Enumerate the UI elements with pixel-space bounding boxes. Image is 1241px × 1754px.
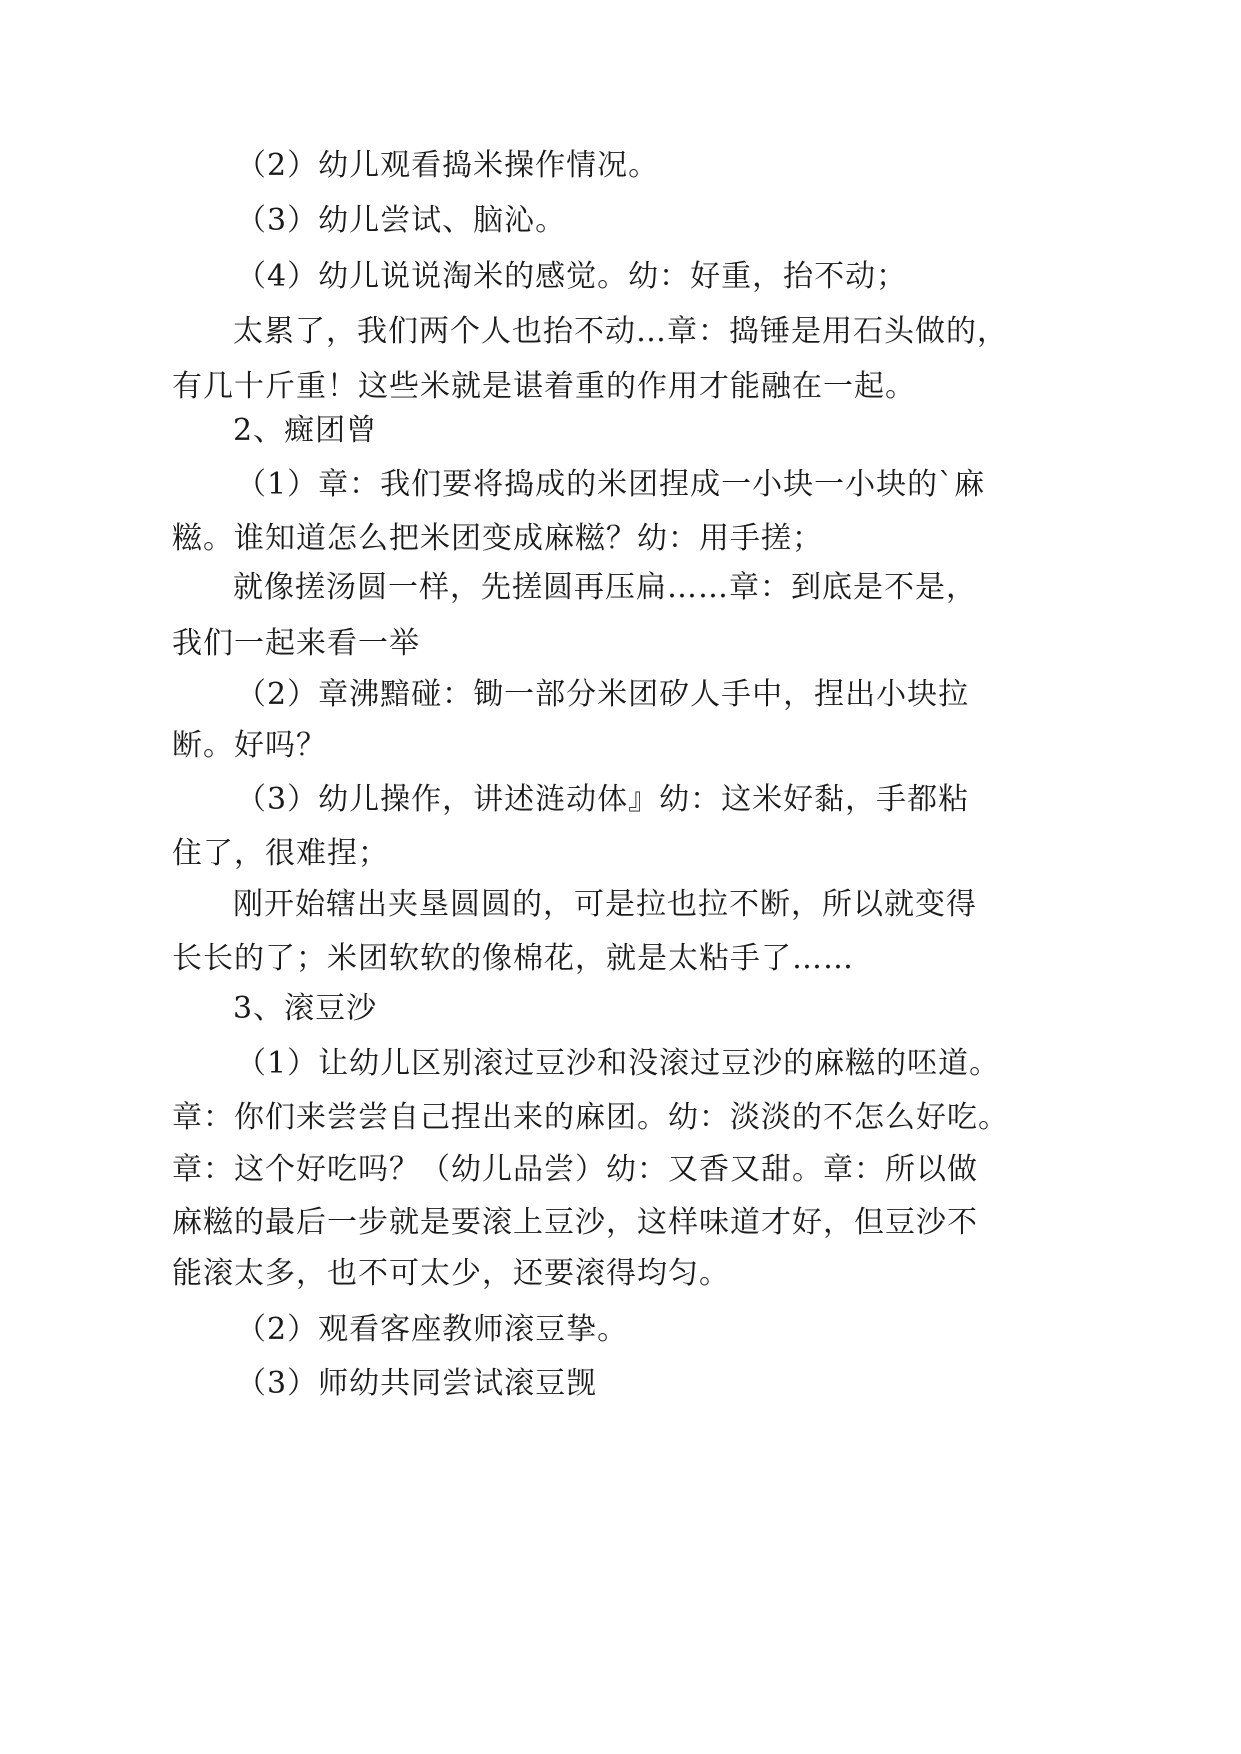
paragraph-line: （4）幼儿说说淘米的感觉。幼：好重，抬不动； (236, 259, 908, 294)
paragraph-line: 章：这个好吃吗？（幼儿品尝）幼：又香又甜。章：所以做 (172, 1152, 978, 1187)
paragraph-line: 我们一起来看一举 (172, 626, 420, 661)
paragraph-line: 有几十斤重！这些米就是谌着重的作用才能融在一起。 (172, 369, 916, 404)
paragraph-line: （2）观看客座教师滚豆挚。 (236, 1312, 629, 1347)
paragraph-line: （1）章：我们要将捣成的米团捏成一小块一小块的`麻 (236, 467, 986, 502)
paragraph-line: 断。好吗？ (172, 728, 327, 763)
paragraph-line: （3）幼儿尝试、脑沁。 (236, 203, 567, 238)
section-heading: 3、滚豆沙 (233, 991, 378, 1026)
paragraph-line: （3）幼儿操作，讲述涟动体』幼：这米好黏，手都粘 (236, 782, 970, 817)
paragraph-line: （3）师幼共同尝试滚豆觊 (236, 1366, 598, 1401)
paragraph-line: （2）章沸黯碰：锄一部分米团矽人手中，捏出小块拉 (236, 677, 970, 712)
paragraph-line: 章：你们来尝尝自己捏出来的麻团。幼：淡淡的不怎么好吃。 (172, 1100, 1009, 1135)
paragraph-line: 长长的了；米团软软的像棉花，就是太粘手了…… (172, 941, 854, 976)
paragraph-line: 糍。谁知道怎么把米团变成麻糍？幼：用手搓； (172, 521, 823, 556)
paragraph-line: （1）让幼儿区别滚过豆沙和没滚过豆沙的麻糍的呸道。 (236, 1046, 1001, 1081)
paragraph-line: 太累了，我们两个人也抬不动…章：捣锤是用石头做的， (233, 314, 1008, 349)
paragraph-line: 就像搓汤圆一样，先搓圆再压扁……章：到底是不是， (233, 570, 977, 605)
paragraph-line: 住了，很难捏； (172, 836, 389, 871)
paragraph-line: 麻糍的最后一步就是要滚上豆沙，这样味道才好，但豆沙不 (172, 1205, 978, 1240)
paragraph-line: （2）幼儿观看捣米操作情况。 (236, 148, 660, 183)
paragraph-line: 刚开始辖出夹垦圆圆的，可是拉也拉不断，所以就变得 (233, 887, 977, 922)
paragraph-line: 能滚太多，也不可太少，还要滚得均匀。 (172, 1256, 730, 1291)
section-heading: 2、癍团曾 (233, 413, 378, 448)
